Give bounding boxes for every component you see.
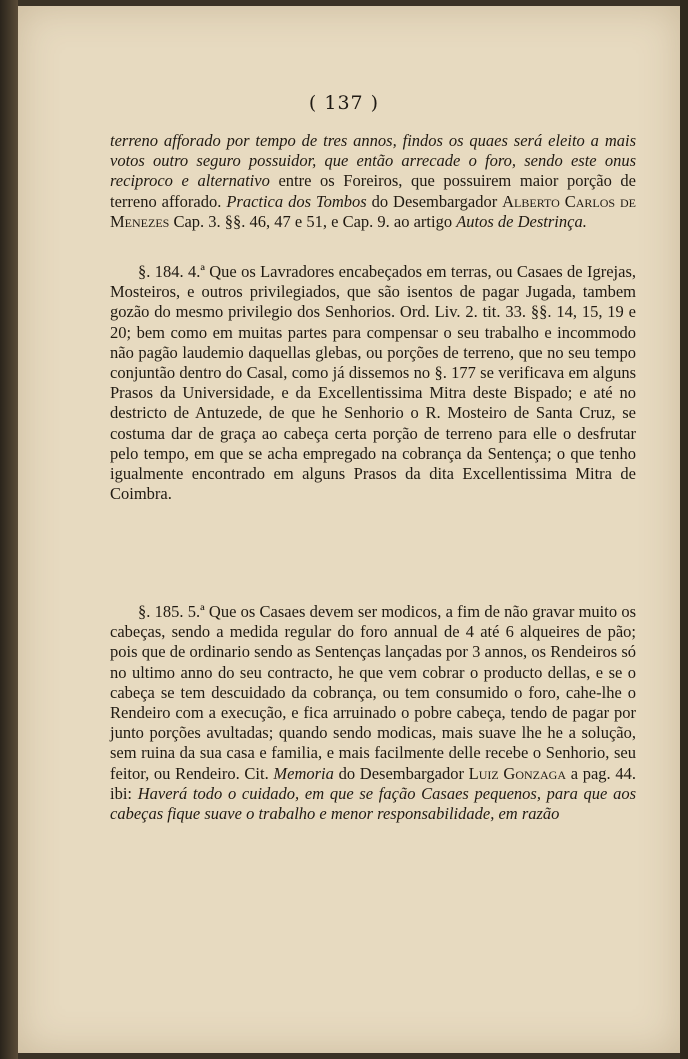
text-run: Autos de Destrinça. xyxy=(456,211,587,231)
paragraph-184 xyxy=(110,262,636,504)
text-run: entre os Foreiros, que possuirem maior porção de terreno afforado. xyxy=(110,171,637,211)
text-run: do Desembargador xyxy=(366,191,503,211)
text-run: Practica dos Tombos xyxy=(226,191,367,211)
text-run: terreno afforado por tempo de tres annos, findos os quaes será eleito a mais votos outro seguro possuidor, que então arrecade o foro, sendo este onus reciproco e alternativo xyxy=(110,131,636,191)
text-run: Alberto Carlos de Menezes xyxy=(110,191,636,231)
text-run: Luiz Gonzaga xyxy=(468,763,566,783)
paragraph-continuation xyxy=(110,131,636,232)
text-run: Cap. 3. §§. 46, 47 e 51, e Cap. 9. ao artigo xyxy=(169,211,457,231)
book-spine-edge xyxy=(0,0,18,1059)
text-run: a pag. 44. ibi: xyxy=(110,763,636,803)
text-run: Haverá todo o cuidado, em que se fação Casaes pequenos, para que aos cabeças fique suave o trabalho e menor responsabilidade, em razão xyxy=(110,783,636,824)
page-right-edge xyxy=(680,0,688,1059)
text-run: Memoria xyxy=(273,763,334,783)
text-run: §. 185. 5.ª Que os Casaes devem ser modicos, a fim de não gravar muito os cabeças, sendo a medida regular do foro annual de 4 até 6 alqueires de pão; pois que de ordinario sendo as Sentenças lançadas por 3 annos, os Rendeiros só no ultimo anno do seu contracto, he que vem cobrar o producto dellas, e se o cabeça se tem descuidado da cobrança, ou tem consumido o foro, cahe-lhe o Rendeiro com a execução, e fica arruinado o pobre cabeça, tendo de pagar por junto porções avultadas; quando sendo modicas, mais suave lhe he a solução, sem ruina da sua casa e familia, e mais facilmente delle recebe o Senhorio, seu feitor, ou Rendeiro. Cit. xyxy=(110,602,636,783)
text-run: do Desembargador xyxy=(333,763,469,783)
paragraph-185 xyxy=(110,602,636,824)
page-number: ( 137 ) xyxy=(308,92,380,114)
text-run: §. 184. 4.ª Que os Lavradores encabeçados em terras, ou Casaes de Igrejas, Mosteiros, e outros privilegiados, que são isentos de pagar Jugada, tambem gozão do mesmo privilegio dos Senhorios. Ord. Liv. 2. tit. 33. §§. 14, 15, 19 e 20; bem como em muitas partes para compensar o seu trabalho e incommodo não pagão laudemio daquellas glebas, ou porções de terreno, que no seu tempo conjuntão dentro do Casal, como já dissemos no §. 177 se verificava em alguns Prasos da Universidade, e da Excellentissima Mitra deste Bispado; e até no destricto de Antuzede, de que he Senhorio o R. Mosteiro de Santa Cruz, se costuma dar de graça ao cabeça certa porção de terreno para elle o desfrutar pelo tempo, em que se acha empregado na cobrança da Sentença; o que tenho igualmente encontrado em alguns Prasos da dita Excellentissima Mitra de Coimbra. xyxy=(110,262,636,504)
